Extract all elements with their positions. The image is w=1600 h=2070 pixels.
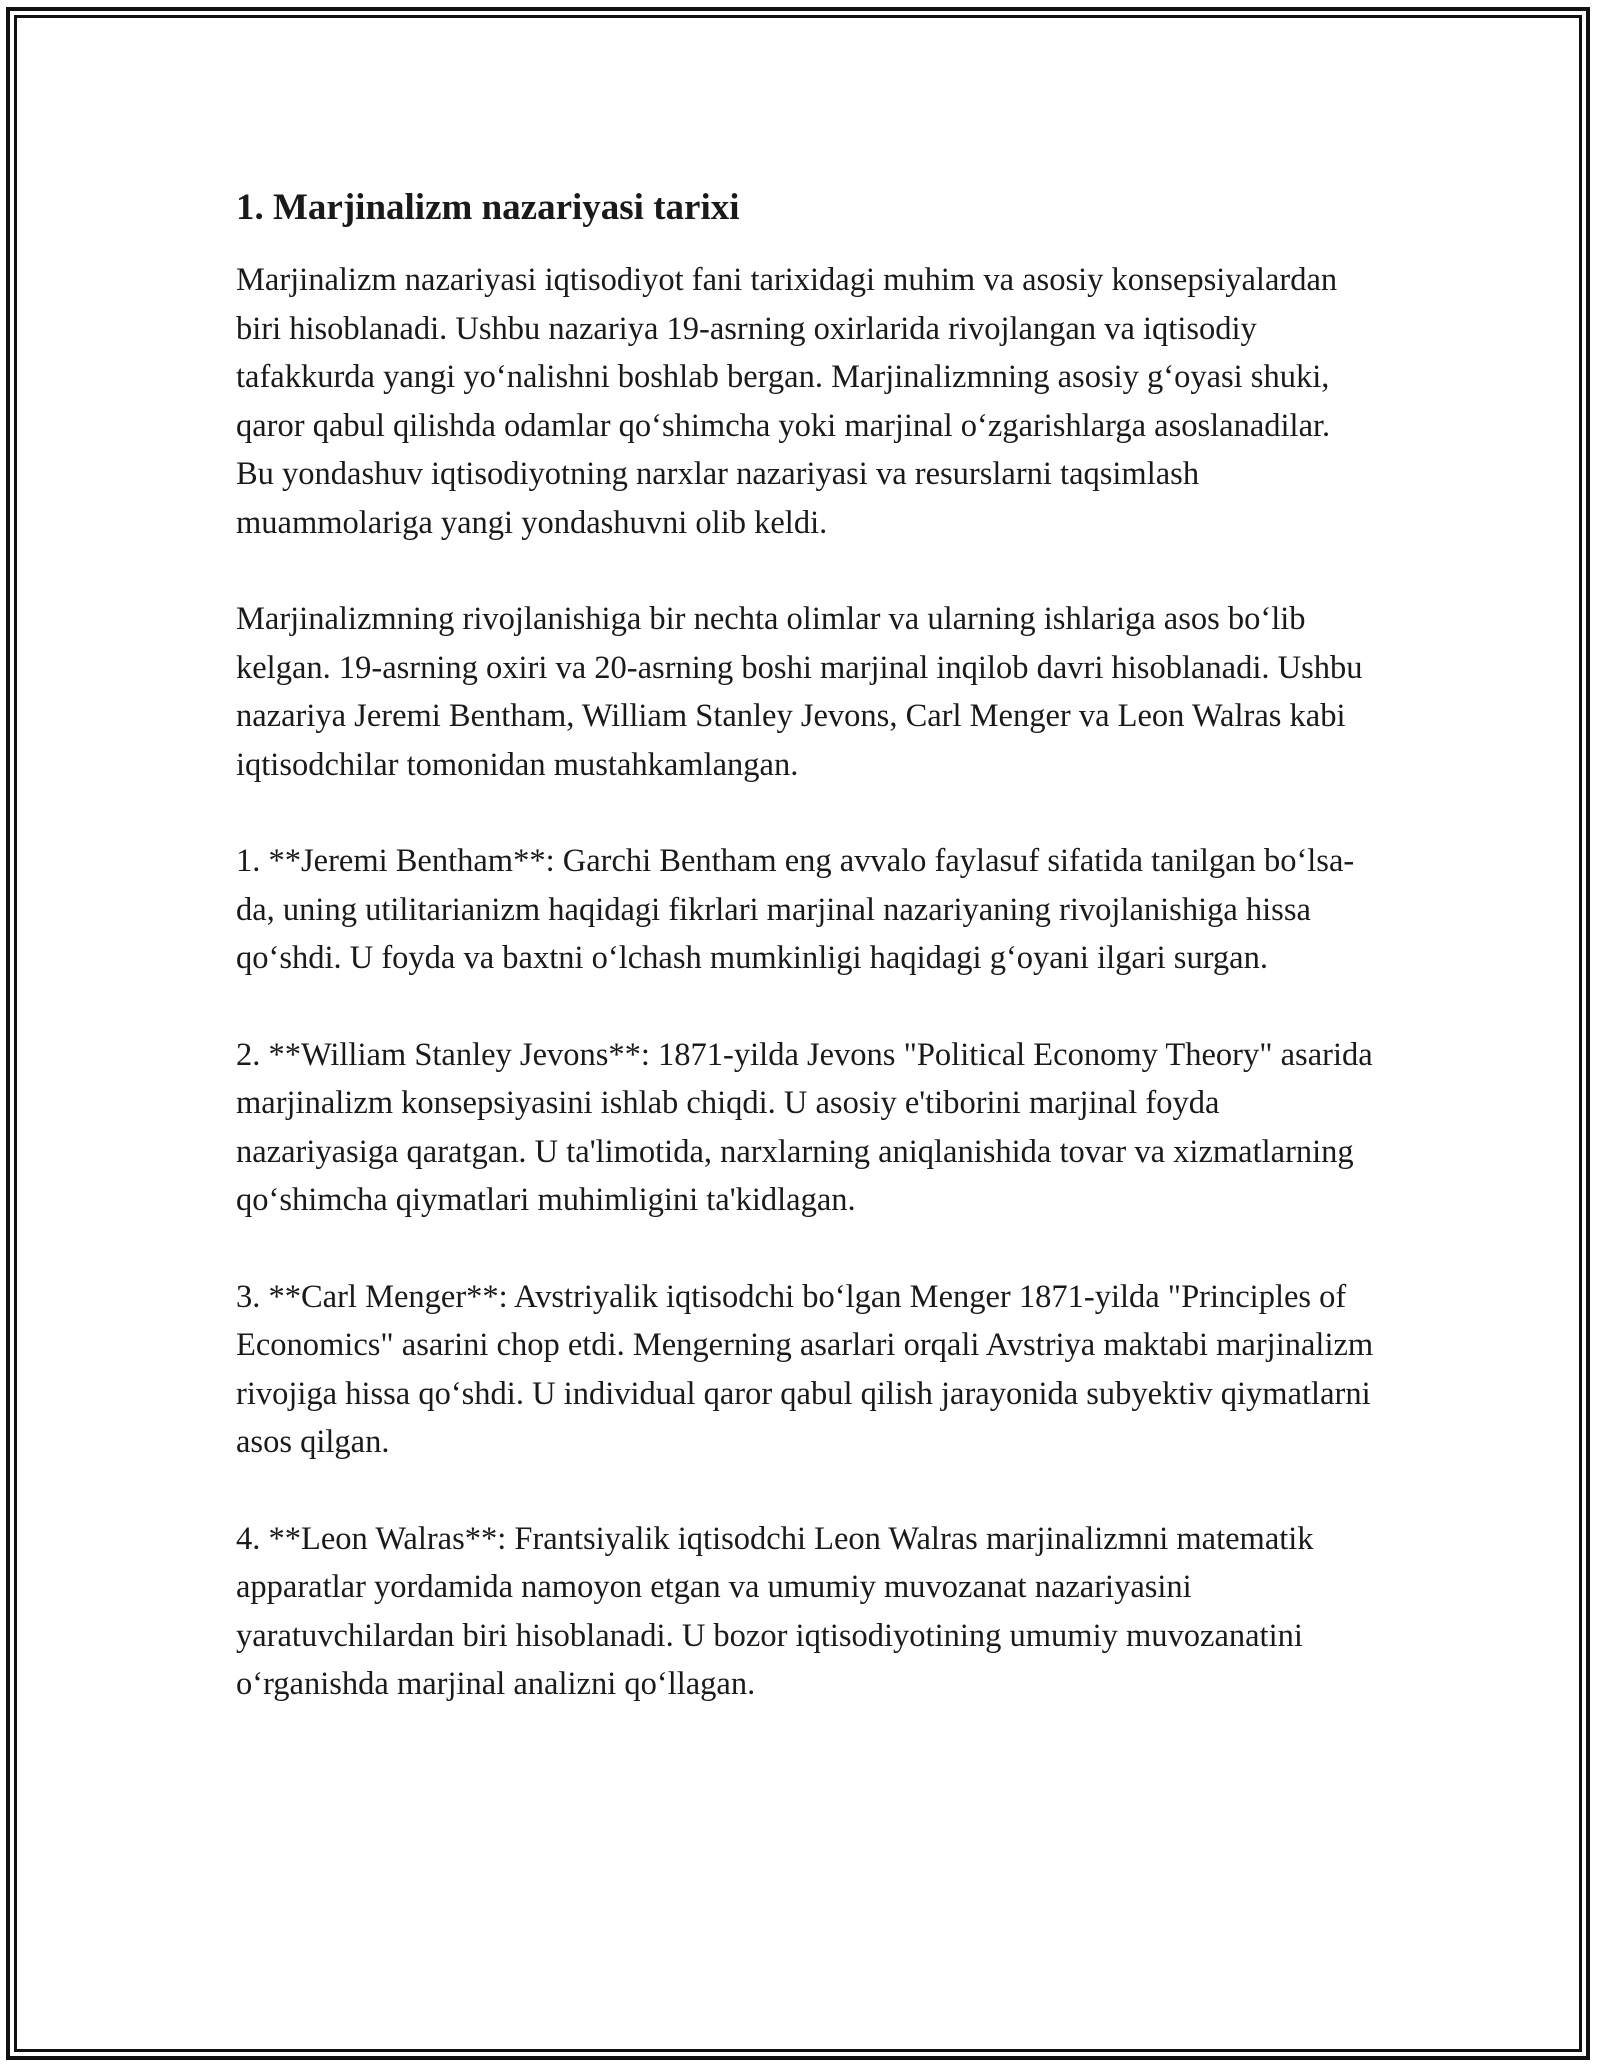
- paragraph-walras: 4. **Leon Walras**: Frantsiyalik iqtisodchi Leon Walras marjinalizmni matematik apparatlar yordamida namoyon etgan va umumiy muvozanat nazariyasini yaratuvchilardan biri hisoblanadi. U bozor iqtisodiyotining umumiy muvozanatini o‘rganishda marjinal analizni qo‘llagan.: [236, 1520, 1314, 1702]
- paragraph-bentham: 1. **Jeremi Bentham**: Garchi Bentham eng avvalo faylasuf sifatida tanilgan bo‘lsa-da, uning utilitarianizm haqidagi fikrlari marjinal nazariyaning rivojlanishiga hissa qo‘shdi. U foyda va baxtni o‘lchash mumkinligi haqidagi g‘oyani ilgari surgan.: [236, 843, 1355, 976]
- document-body: [236, 186, 1376, 1757]
- paragraph-jevons: 2. **William Stanley Jevons**: 1871-yilda Jevons "Political Economy Theory" asarida marjinalizm konsepsiyasini ishlab chiqdi. U asosiy e'tiborini marjinal foyda nazariyasiga qaratgan. U ta'limotida, narxlarning aniqlanishida tovar va xizmatlarning qo‘shimcha qiymatlari muhimligini ta'kidlagan.: [236, 1036, 1373, 1218]
- paragraph-intro: Marjinalizm nazariyasi iqtisodiyot fani tarixidagi muhim va asosiy konsepsiyalardan biri hisoblanadi. Ushbu nazariya 19-asrning oxirlarida rivojlangan va iqtisodiy tafakkurda yangi yo‘nalishni boshlab bergan. Marjinalizmning asosiy g‘oyasi shuki, qaror qabul qilishda odamlar qo‘shimcha yoki marjinal o‘zgarishlarga asoslanadilar. Bu yondashuv iqtisodiyotning narxlar nazariyasi va resurslarni taqsimlash muammolariga yangi yondashuvni olib keldi.: [236, 262, 1338, 541]
- section-heading: 1. Marjinalizm nazariyasi tarixi: [236, 187, 740, 228]
- paragraph-menger: 3. **Carl Menger**: Avstriyalik iqtisodchi bo‘lgan Menger 1871-yilda "Principles of Economics" asarini chop etdi. Mengerning asarlari orqali Avstriya maktabi marjinalizm rivojiga hissa qo‘shdi. U individual qaror qabul qilish jarayonida subyektiv qiymatlarni asos qilgan.: [236, 1278, 1374, 1460]
- paragraph-history: Marjinalizmning rivojlanishiga bir nechta olimlar va ularning ishlariga asos bo‘lib kelgan. 19-asrning oxiri va 20-asrning boshi marjinal inqilob davri hisoblanadi. Ushbu nazariya Jeremi Bentham, William Stanley Jevons, Carl Menger va Leon Walras kabi iqtisodchilar tomonidan mustahkamlangan.: [236, 601, 1363, 783]
